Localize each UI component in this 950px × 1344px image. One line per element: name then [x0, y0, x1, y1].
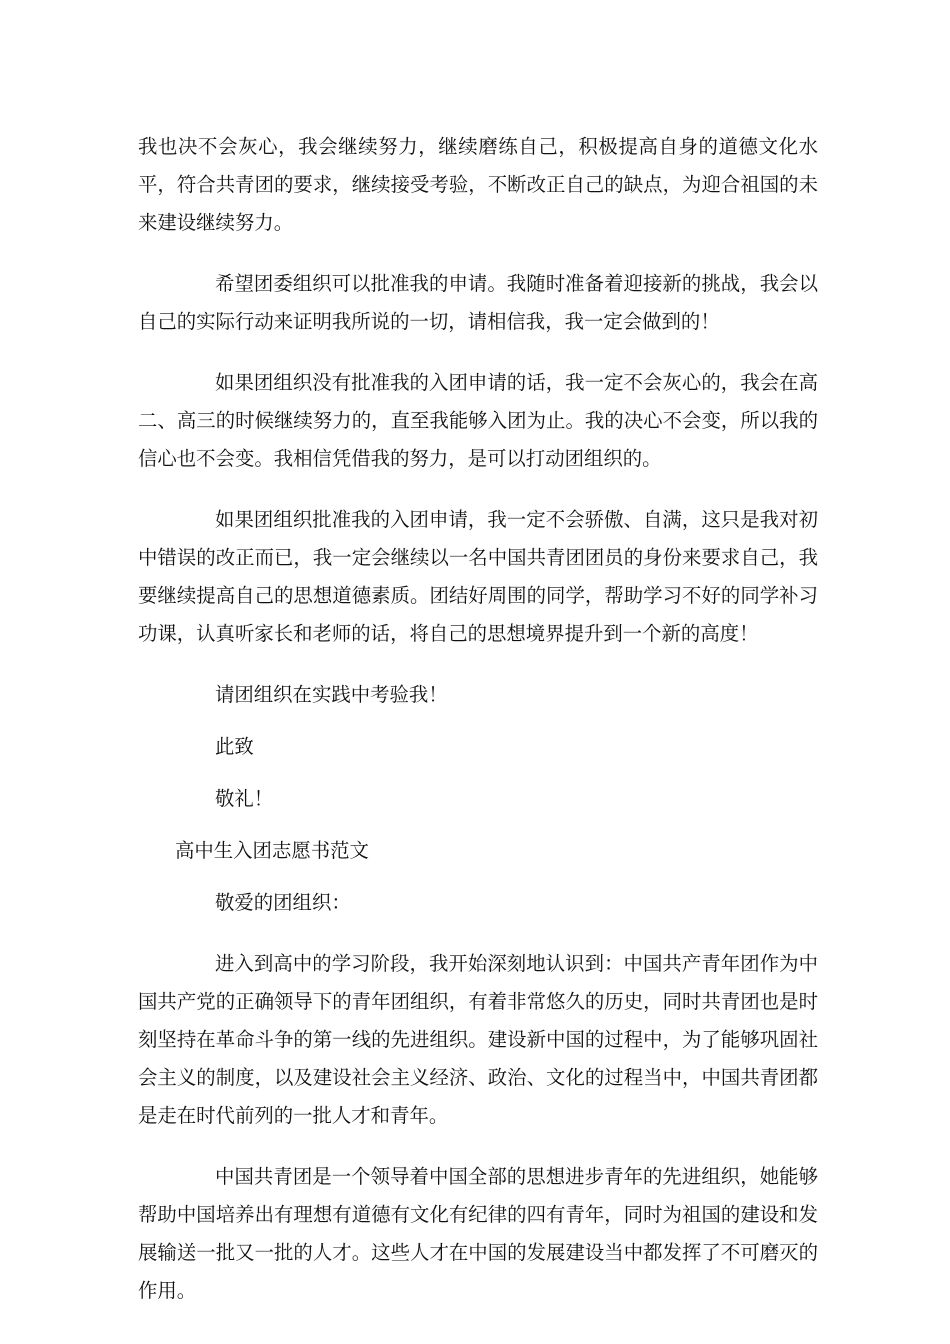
paragraph-if-not-approved: 如果团组织没有批准我的入团申请的话，我一定不会灰心的，我会在高二、高三的时候继续努力的，直至我能够入团为止。我的决心不会变，所以我的信心也不会变。我相信凭借我的努力，是可以打动团组织的。	[138, 371, 818, 470]
document-page	[138, 128, 818, 1333]
paragraph-if-approved: 如果团组织批准我的入团申请，我一定不会骄傲、自满，这只是我对初中错误的改正而已，我一定会继续以一名中国共青团团员的身份来要求自己，我要继续提高自己的思想道德素质。团结好周围的同学，帮助学习不好的同学补习功课，认真听家长和老师的话，将自己的思想境界提升到一个新的高度！	[138, 508, 818, 645]
paragraph-understanding: 进入到高中的学习阶段，我开始深刻地认识到：中国共产青年团作为中国共产党的正确领导下的青年团组织，有着非常悠久的历史，同时共青团也是时刻坚持在革命斗争的第一线的先进组织。建设新中国的过程中，为了能够巩固社会主义的制度，以及建设社会主义经济、政治、文化的过程当中，中国共青团都是走在时代前列的一批人才和青年。	[138, 952, 818, 1127]
paragraph-league-role: 中国共青团是一个领导着中国全部的思想进步青年的先进组织，她能够帮助中国培养出有理想有道德有文化有纪律的四有青年，同时为祖国的建设和发展输送一批又一批的人才。这些人才在中国的发展建设当中都发挥了不可磨灭的作用。	[138, 1165, 818, 1302]
paragraph-test-me: 请团组织在实践中考验我！	[215, 683, 448, 706]
closing-regards: 敬礼！	[215, 787, 274, 810]
closing-salutation: 此致	[215, 735, 254, 758]
greeting: 敬爱的团组织：	[215, 891, 351, 914]
section-title: 高中生入团志愿书范文	[175, 839, 369, 862]
paragraph-hope-approval: 希望团委组织可以批准我的申请。我随时准备着迎接新的挑战，我会以自己的实际行动来证明我所说的一切，请相信我，我一定会做到的！	[138, 272, 818, 333]
paragraph-resolve: 我也决不会灰心，我会继续努力，继续磨练自己，积极提高自身的道德文化水平，符合共青团的要求，继续接受考验，不断改正自己的缺点，为迎合祖国的未来建设继续努力。	[138, 135, 818, 234]
